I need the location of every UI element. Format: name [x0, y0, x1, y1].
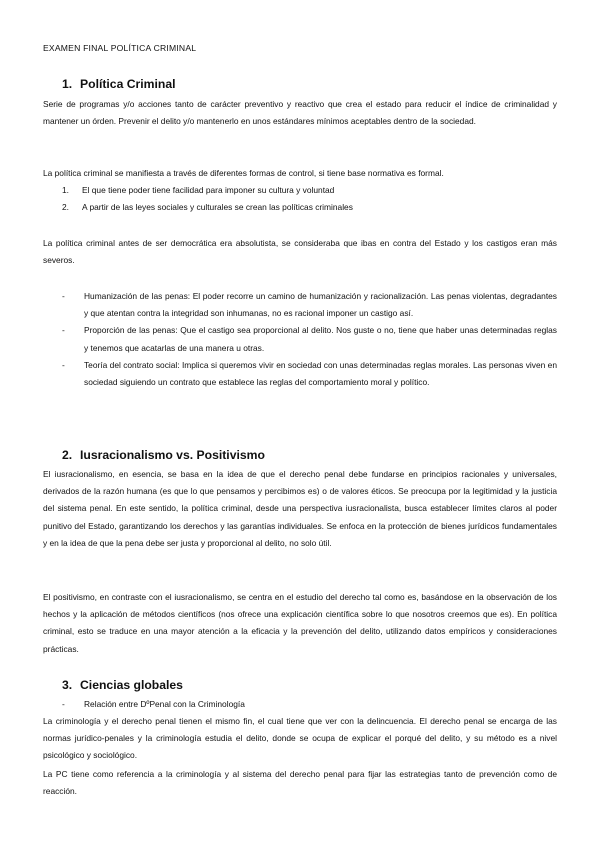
section-3-title: Ciencias globales	[80, 678, 183, 692]
section-1-intro: Serie de programas y/o acciones tanto de carácter preventivo y reactivo que crea el estado para reducir el índice de criminalidad y mantener un órden. Prevenir el delito y/o mantenerlo en unos estándares mínimos aceptables dentro de la sociedad.	[43, 99, 557, 127]
section-3-paragraph-1: La criminología y el derecho penal tienen el mismo fin, el cual tiene que ver con la delincuencia. El derecho penal se encarga de las normas jurídico-penales y la criminología estudia el delito, donde se ocupa de explicar el porqué del delito, y su método es a nivel psicológico y sociológico.	[43, 716, 557, 761]
section-1-control-paragraph: La política criminal se manifiesta a través de diferentes formas de control, si tiene base normativa es formal.	[43, 168, 444, 178]
list-item: - Teoría del contrato social: Implica si queremos vivir en sociedad con unas determinadas reglas morales. Las personas viven en sociedad siguiendo un contrato que establece las reglas del comportamiento moral y político.	[62, 359, 557, 388]
section-1-history-paragraph: La política criminal antes de ser democrática era absolutista, se consideraba que ibas en contra del Estado y los castigos eran más severos.	[43, 238, 557, 266]
list-item: - Proporción de las penas: Que el castigo sea proporcional al delito. Nos guste o no, tiene que haber unas determinadas reglas y tenemos que acatarlas de una manera u otras.	[62, 325, 557, 353]
section-1-bullet-list	[62, 288, 557, 391]
section-2-heading	[62, 447, 265, 463]
section-1-heading	[62, 76, 176, 92]
document-title: EXAMEN FINAL POLÍTICA CRIMINAL	[43, 43, 197, 53]
section-3-paragraph-2: La PC tiene como referencia a la criminología y al sistema del derecho penal para fijar las estrategias tanto de prevención como de reacción.	[43, 769, 557, 797]
section-3-heading	[62, 677, 183, 693]
list-item: 2. A partir de las leyes sociales y culturales se crean las políticas criminales	[62, 202, 353, 213]
section-1-title: Política Criminal	[80, 77, 176, 91]
section-1-number: 1.	[62, 77, 73, 91]
section-3-number: 3.	[62, 678, 73, 692]
section-3-subheading: - Relación entre DºPenal con la Criminología	[62, 699, 245, 709]
list-item: - Humanización de las penas: El poder recorre un camino de humanización y racionalización. Las penas violentas, degradantes y que atentan contra la integridad son inhumanas, no es racional imponer un castigo así.	[62, 291, 557, 319]
section-1-numbered-list	[62, 182, 557, 216]
section-2-paragraph-1: El iusracionalismo, en esencia, se basa en la idea de que el derecho penal debe fundarse en principios racionales y universales, derivados de la razón humana (es que lo que pensamos y percibimos es) o de valores éticos. Se preocupa por la legitimidad y la justicia del sistema penal. En este sentido, la política criminal, desde una perspectiva iusracionalista, busca establecer límites claros al poder punitivo del Estado, garantizando los derechos y las garantías individuales. Se enfoca en la protección de bienes jurídicos fundamentales y en la idea de que la pena debe ser justa y proporcional al delito, no solo útil.	[43, 469, 557, 548]
section-2-title: Iusracionalismo vs. Positivismo	[80, 448, 265, 462]
section-2-number: 2.	[62, 448, 73, 462]
section-2-paragraph-2: El positivismo, en contraste con el iusracionalismo, se centra en el estudio del derecho tal como es, basándose en la observación de los hechos y la aplicación de métodos científicos (nos ofrece una explicación científica sobre lo que nosotros creemos que es). En política criminal, esto se traduce en una mayor atención a la eficacia y la prevención del delito, utilizando datos empíricos y consideraciones prácticas.	[43, 592, 557, 654]
list-item: 1. El que tiene poder tiene facilidad para imponer su cultura y voluntad	[62, 185, 335, 195]
